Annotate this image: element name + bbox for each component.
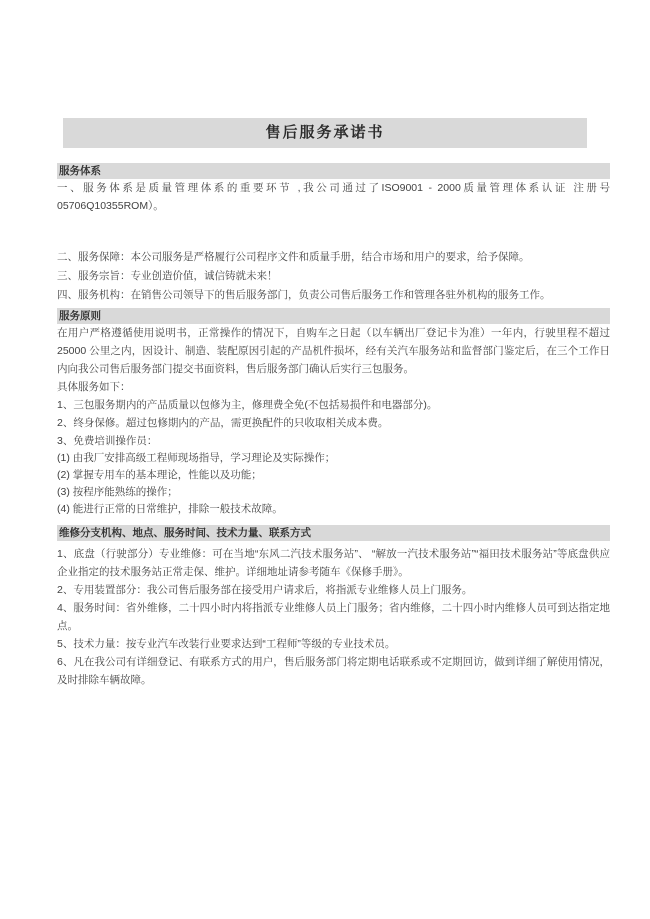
section-repair-branches [57,525,610,689]
service-principles-numbered-items [57,396,610,450]
section-service-system [57,163,610,305]
service-system-item: 二、服务保障：本公司服务是严格履行公司程序文件和质量手册，结合市场和用户的要求，给予保障。 [57,251,530,263]
page-content [57,118,610,689]
service-principles-lettered-items [57,450,610,518]
service-system-item: 三、服务宗旨：专业创造价值，诚信铸就未来！ [57,270,278,282]
repair-item: 4、服务时间：省外维修，二十四小时内将指派专业维修人员上门服务；省内维修，二十四小时内维修人员可到达指定地点。 [57,602,610,632]
service-system-item: 四、服务机构：在销售公司领导下的售后服务部门，负责公司售后服务工作和管理各驻外机构的服务工作。 [57,289,551,301]
repair-item: 5、技术力量：按专业汽车改装行业要求达到“工程师”等级的专业技术员。 [57,638,396,650]
document-title: 售后服务承诺书 [265,124,385,141]
lettered-item: (4) 能进行正常的日常维护，排除一般技术故障。 [57,503,283,515]
repair-item: 1、底盘（行驶部分）专业维修：可在当地“东风二汽技术服务站”、 “解放一汽技术服务站”“福田技术服务站”等底盘供应企业指定的技术服务站正常走保、维护。详细地址请参考随车《保修手册》。 [57,548,610,578]
numbered-item: 3、免费培训操作员： [57,435,158,447]
lettered-item: (1) 由我厂安排高级工程师现场指导，学习理论及实际操作； [57,452,336,464]
service-principles-sub-intro: 具体服务如下： [57,381,131,393]
repair-branches-items [57,545,610,689]
lettered-item: (2) 掌握专用车的基本理论，性能以及功能； [57,469,262,481]
section-heading-service-system: 服务体系 [57,163,610,179]
section-service-principles [57,308,610,518]
service-principles-paragraph: 在用户严格遵循使用说明书，正常操作的情况下，自购车之日起（以车辆出厂登记卡为准）一年内，行驶里程不超过 25000 公里之内，因设计、制造、装配原因引起的产品机件损坏，经有关汽车服务站和监督部门鉴定后，在三个工作日内向我公司售后服务部门提交书面资料，售后服务部门确认后实行三包服务。 [57,327,610,375]
numbered-item: 1、三包服务期内的产品质量以包修为主，修理费全免(不包括易损件和电器部分)。 [57,399,438,411]
section-heading-service-principles: 服务原则 [57,308,610,324]
section-heading-repair-branches: 维修分支机构、地点、服务时间、技术力量、联系方式 [57,525,610,541]
service-system-intro: 一、服务体系是质量管理体系的重要环节 ,我公司通过了ISO9001 - 2000质量管理体系认证 注册号05706Q10355ROM）。 [57,182,610,212]
repair-item: 2、专用装置部分：我公司售后服务部在接受用户请求后，将指派专业维修人员上门服务。 [57,584,473,596]
service-system-items [57,248,610,305]
repair-item: 6、凡在我公司有详细登记、有联系方式的用户，售后服务部门将定期电话联系或不定期回访，做到详细了解使用情况，及时排除车辆故障。 [57,656,610,686]
document-title-bar [63,118,587,148]
numbered-item: 2、终身保修。超过包修期内的产品，需更换配件的只收取相关成本费。 [57,417,389,429]
lettered-item: (3) 按程序能熟练的操作； [57,486,178,498]
